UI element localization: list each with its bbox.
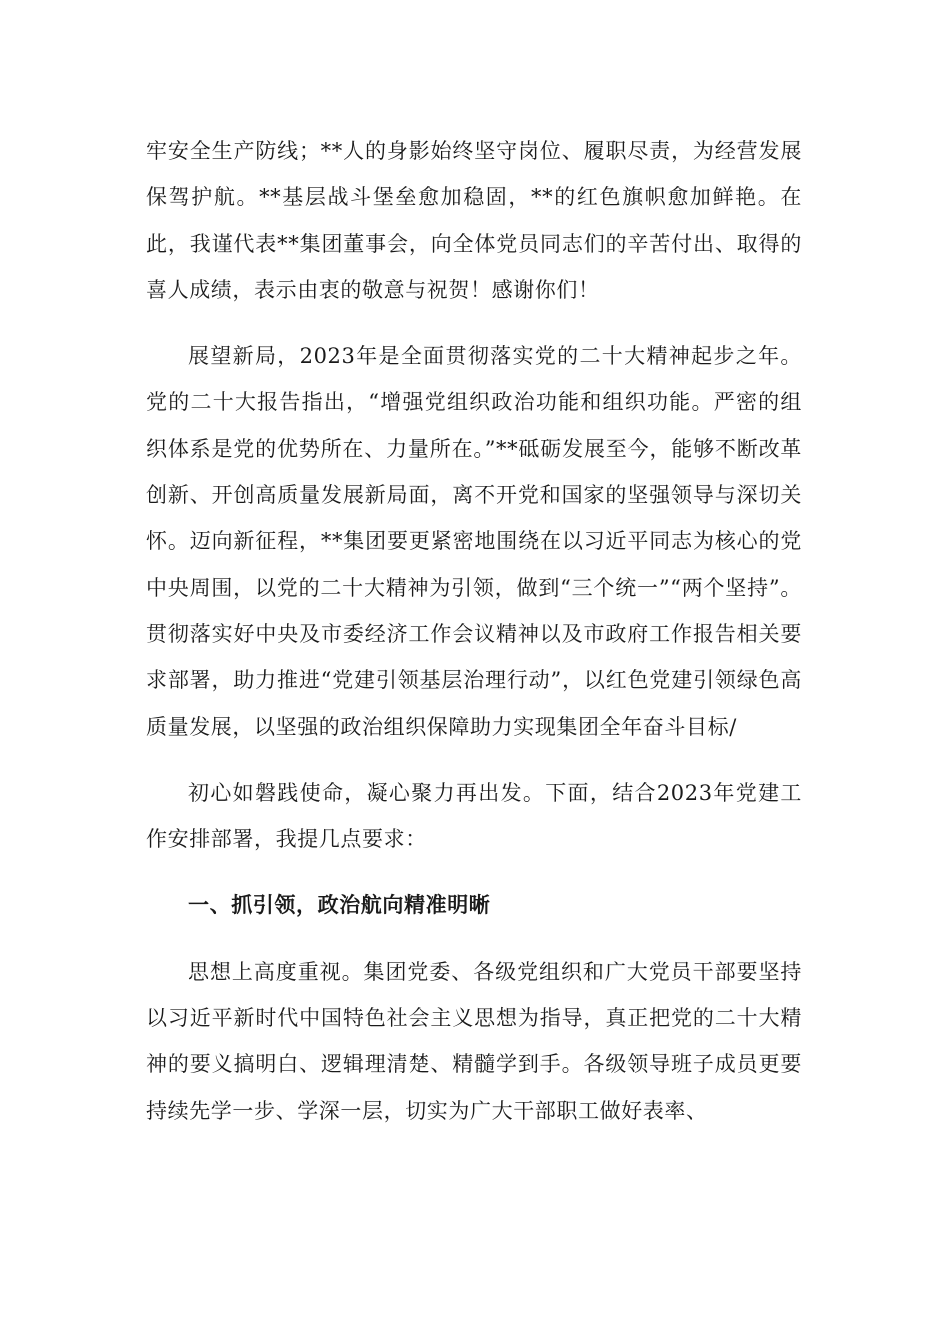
section-heading-1: 一、抓引领，政治航向精准明晰 — [188, 892, 491, 918]
paragraph-1: 牢安全生产防线；**人的身影始终坚守岗位、履职尽责，为经营发展保驾护航。**基层战斗堡垒愈加稳固，**的红色旗帜愈加鲜艳。在此，我谨代表**集团董事会，向全体党员同志们的辛苦付出、取得的喜人成绩，表示由衷的敬意与祝贺！感谢你们！ — [146, 139, 802, 302]
paragraph-3: 初心如磐践使命，凝心聚力再出发。下面，结合2023年党建工作安排部署，我提几点要求： — [146, 780, 802, 852]
document-page — [146, 128, 802, 1134]
paragraph-4: 思想上高度重视。集团党委、各级党组织和广大党员干部要坚持以习近平新时代中国特色社会主义思想为指导，真正把党的二十大精神的要义搞明白、逻辑理清楚、精髓学到手。各级领导班子成员更要持续先学一步、学深一层，切实为广大干部职工做好表率、 — [146, 959, 802, 1123]
paragraph-2: 展望新局，2023年是全面贯彻落实党的二十大精神起步之年。党的二十大报告指出，“增强党组织政治功能和组织功能。严密的组织体系是党的优势所在、力量所在。”**砥砺发展至今，能够不断改革创新、开创高质量发展新局面，离不开党和国家的坚强领导与深切关怀。迈向新征程，**集团要更紧密地围绕在以习近平同志为核心的党中央周围，以党的二十大精神为引领，做到“三个统一”“两个坚持”。贯彻落实好中央及市委经济工作会议精神以及市政府工作报告相关要求部署，助力推进“党建引领基层治理行动”，以红色党建引领绿色高质量发展，以坚强的政治组织保障助力实现集团全年奋斗目标/ — [146, 344, 802, 739]
